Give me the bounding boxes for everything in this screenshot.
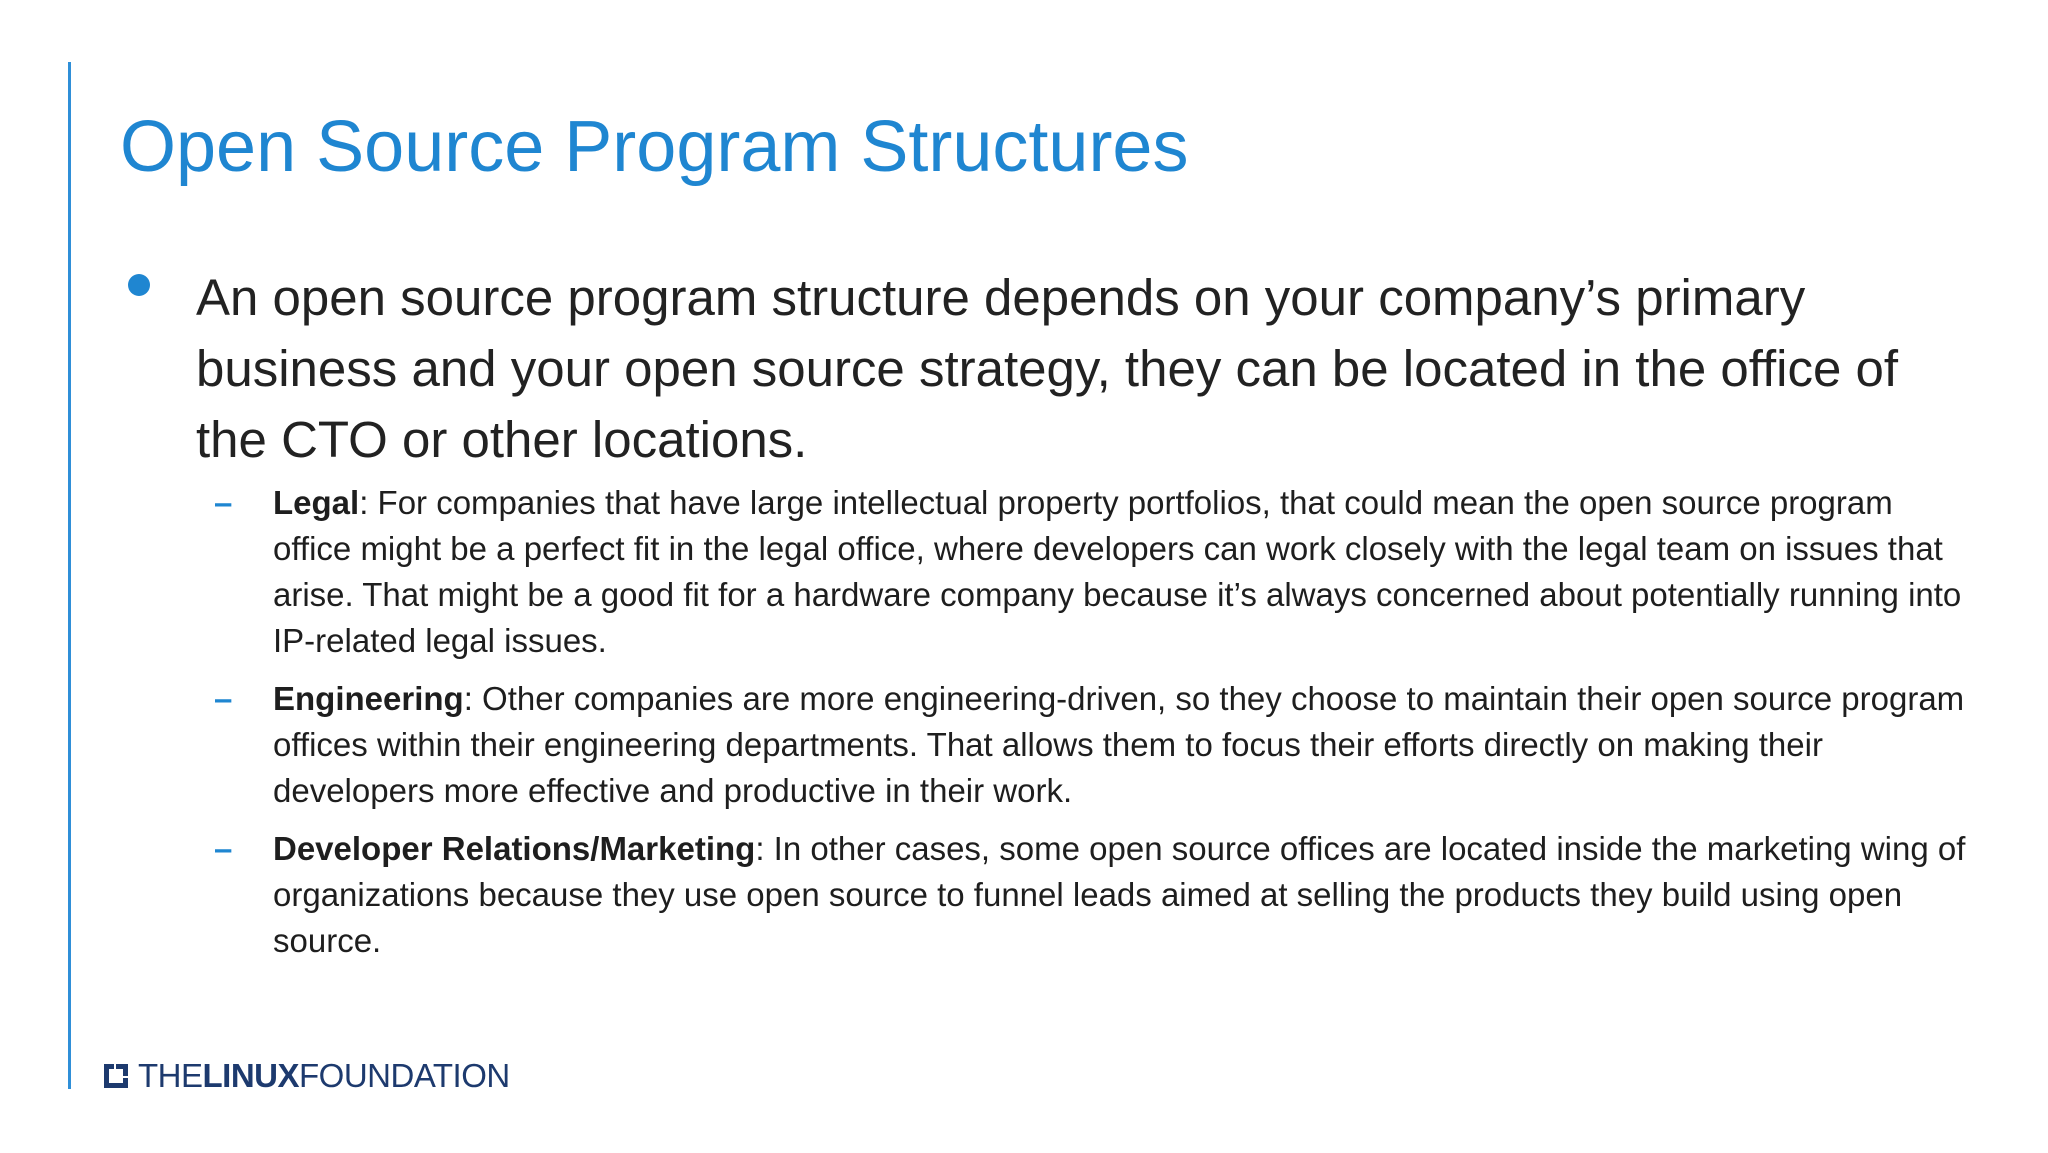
logo-the: THE xyxy=(138,1057,203,1094)
left-accent-rule xyxy=(68,62,71,1089)
dash-icon: – xyxy=(214,830,233,867)
sub-bullet-text: : Other companies are more engineering-driven, so they choose to maintain their open source program offices within their engineering departments. That allows them to focus their efforts directly on making their developers more effective and productive in their work. xyxy=(273,680,1965,809)
sub-bullet-text: : For companies that have large intellectual property portfolios, that could mean the open source program office might be a perfect fit in the legal office, where developers can work closely with the legal team on issues that arise. That might be a good fit for a hardware company because it’s always concerned about potentially running into IP-related legal issues. xyxy=(273,484,1962,659)
main-bullet-text: An open source program structure depends on your company’s primary business and your open source strategy, they can be located in the office of the CTO or other locations. xyxy=(196,269,1899,468)
linux-foundation-logo xyxy=(102,1056,510,1096)
sub-bullet-label: Engineering xyxy=(273,680,464,717)
logo-linux: LINUX xyxy=(202,1057,299,1094)
slide-title: Open Source Program Structures xyxy=(120,107,1189,187)
logo-text xyxy=(138,1057,510,1095)
sub-bullet-legal xyxy=(210,480,1980,664)
sub-bullet-label: Developer Relations/Marketing xyxy=(273,830,756,867)
linux-foundation-logo-icon xyxy=(102,1062,130,1090)
dash-icon: – xyxy=(214,680,233,717)
bullet-dot-icon xyxy=(128,274,150,296)
dash-icon: – xyxy=(214,484,233,521)
main-bullet xyxy=(128,262,1968,475)
logo-foundation: FOUNDATION xyxy=(299,1057,510,1094)
sub-bullet-devrel-marketing xyxy=(210,826,1980,964)
sub-bullet-text: : In other cases, some open source offices are located inside the marketing wing of organizations because they use open source to funnel leads aimed at selling the products they build using open source. xyxy=(273,830,1966,959)
sub-bullet-list xyxy=(210,480,1980,976)
sub-bullet-label: Legal xyxy=(273,484,360,521)
sub-bullet-engineering xyxy=(210,676,1980,814)
